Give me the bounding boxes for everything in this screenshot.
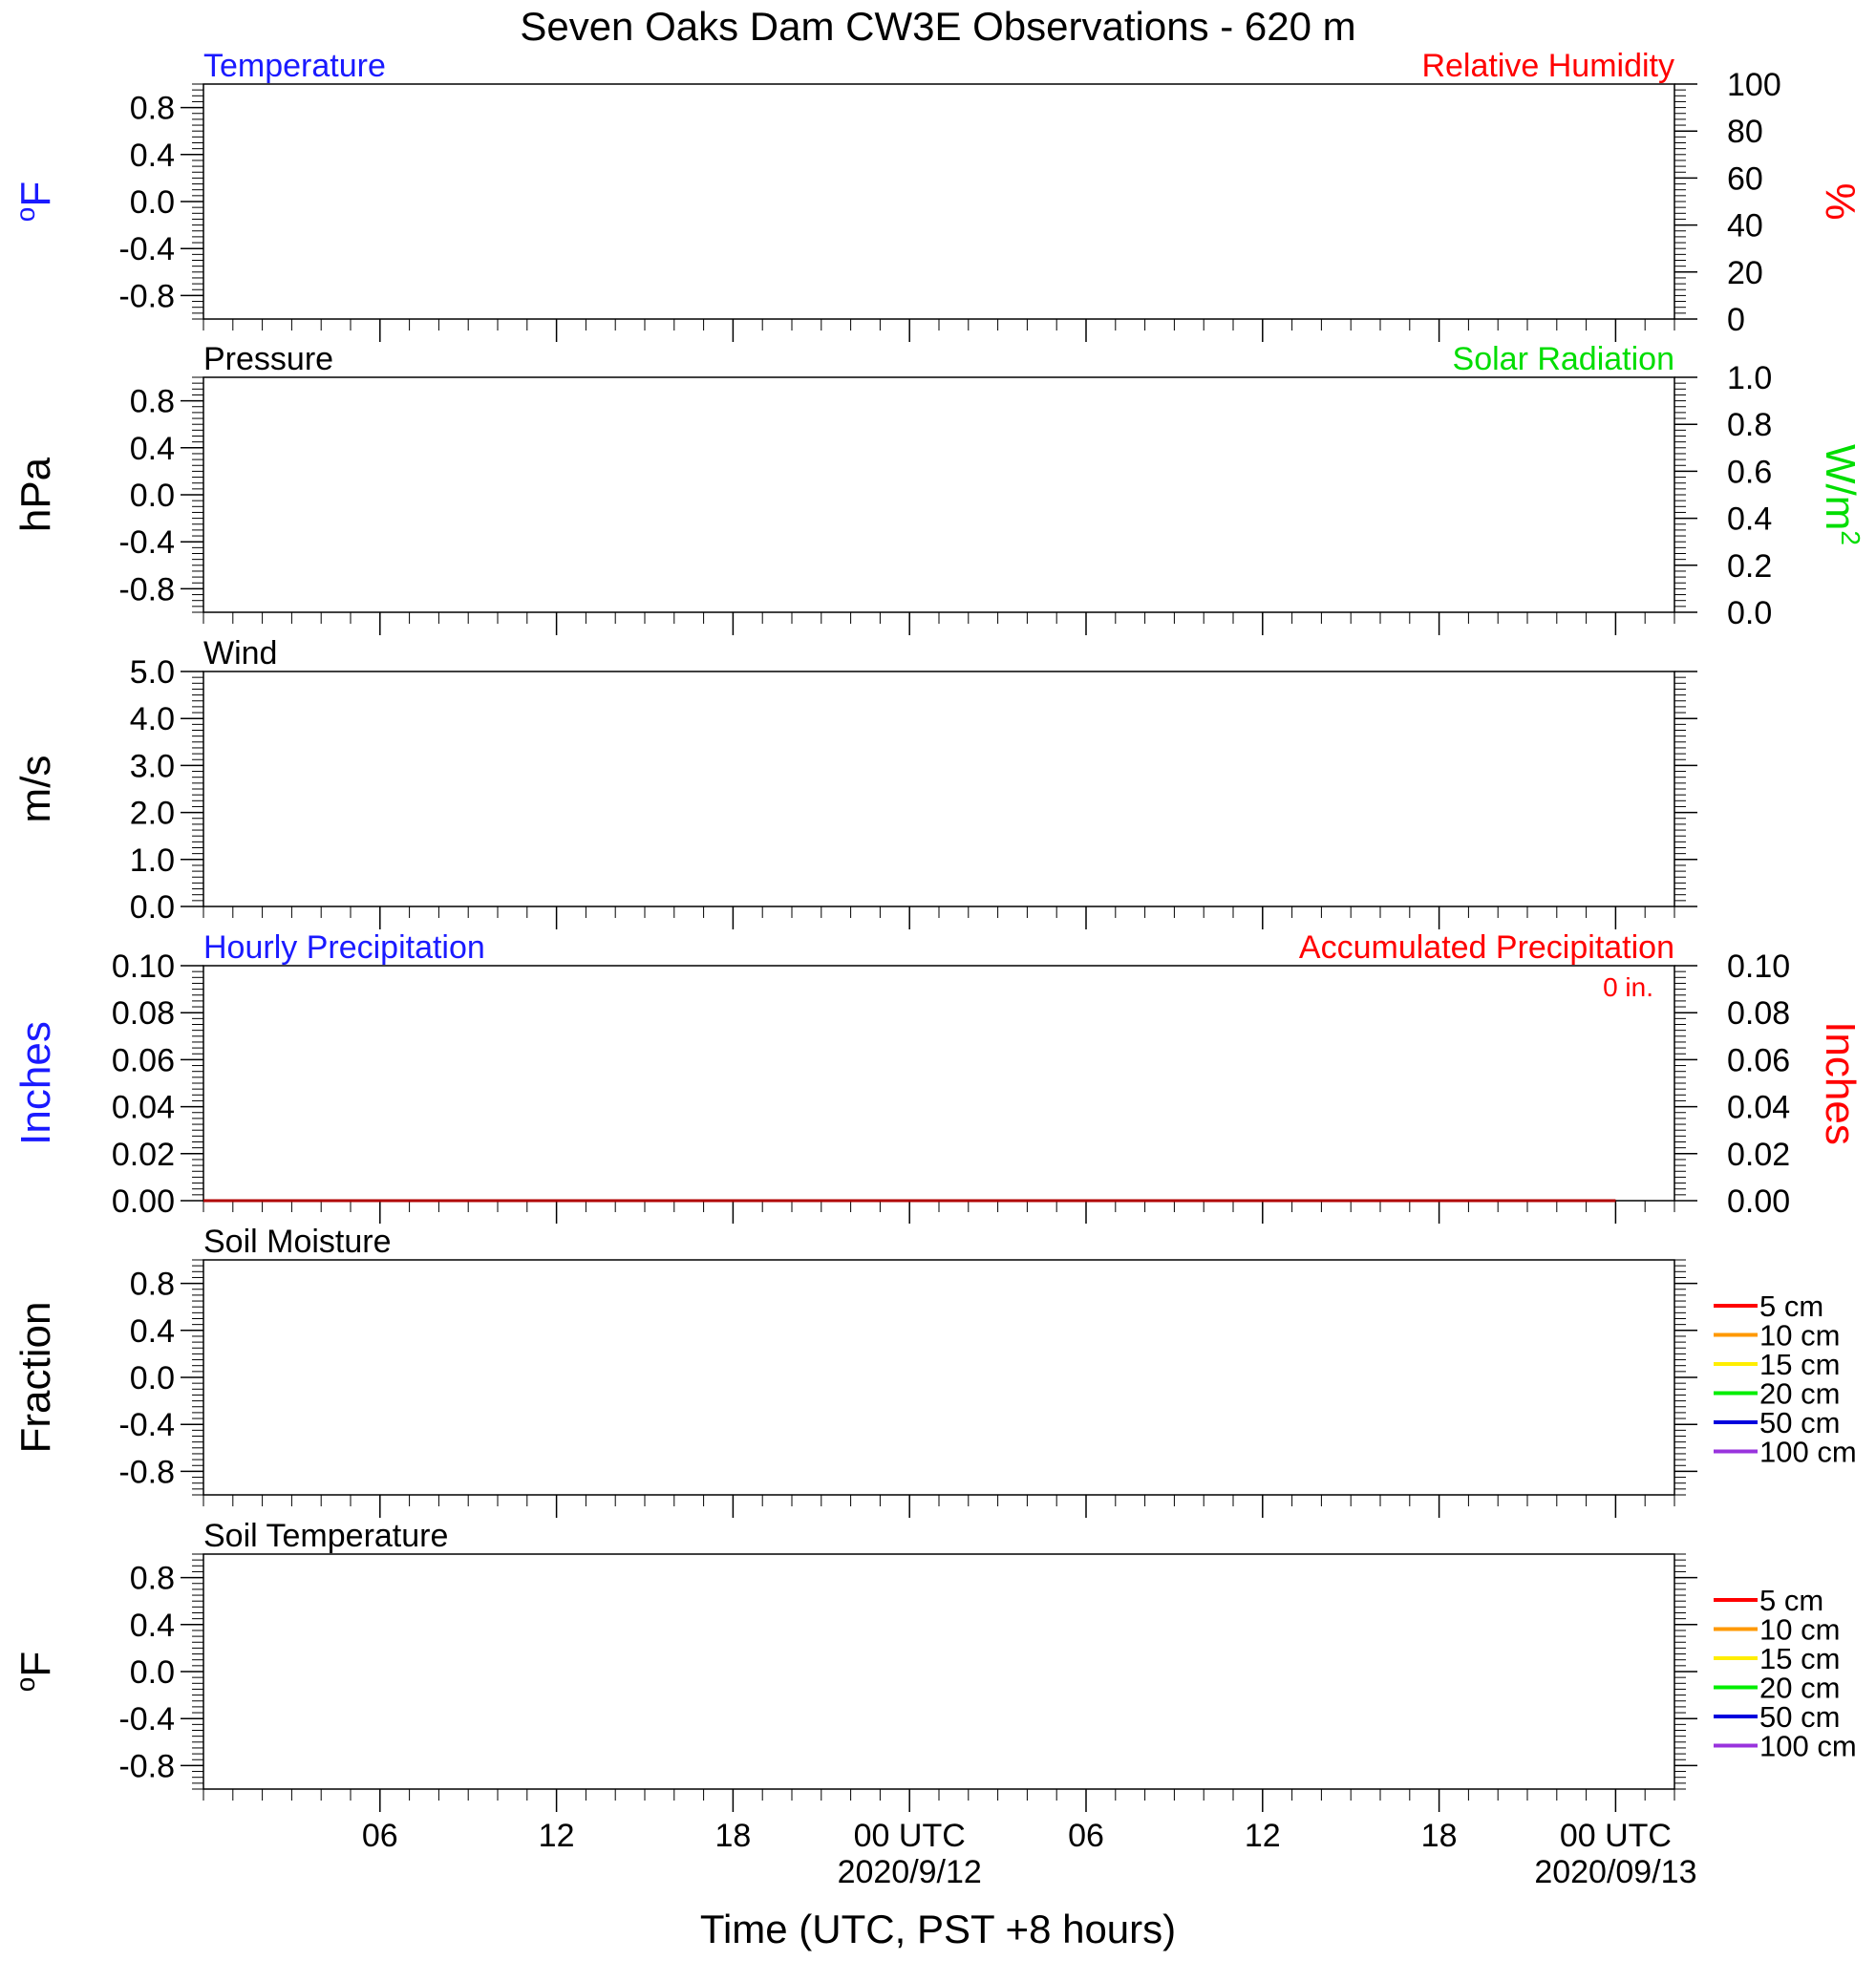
y2-axis-label: % xyxy=(1817,182,1864,221)
legend-label: 10 cm xyxy=(1759,1612,1841,1647)
y-axis-label-degree: o xyxy=(11,206,40,223)
legend-label: 100 cm xyxy=(1759,1435,1857,1469)
x-tick-label: 00 UTC xyxy=(853,1818,966,1854)
y-tick-label: -0.4 xyxy=(118,1701,175,1738)
legend-label: 50 cm xyxy=(1759,1700,1841,1734)
panel-pressure_solar xyxy=(12,341,1865,635)
y2-tick-label: 0.8 xyxy=(1727,407,1773,444)
plot-frame xyxy=(203,671,1674,906)
y-tick-label: 1.0 xyxy=(129,842,175,879)
chart-title: Seven Oaks Dam CW3E Observations - 620 m xyxy=(520,4,1356,49)
y2-tick-label: 0.00 xyxy=(1727,1183,1791,1220)
y2-tick-label: 0.4 xyxy=(1727,501,1773,538)
y-axis-label: Inches xyxy=(12,1021,59,1145)
legend-label: 5 cm xyxy=(1759,1290,1824,1323)
x-tick-label: 06 xyxy=(361,1818,398,1854)
panel-soil_moisture xyxy=(12,1224,1857,1518)
y-tick-label: 3.0 xyxy=(129,748,175,785)
y2-tick-label: 100 xyxy=(1727,67,1781,103)
plot-frame xyxy=(203,84,1674,319)
y2-axis-label xyxy=(1817,444,1865,545)
legend-label: 10 cm xyxy=(1759,1318,1841,1353)
y-tick-label: 0.8 xyxy=(129,383,175,420)
y-tick-label: -0.8 xyxy=(118,1454,175,1491)
panels xyxy=(11,48,1865,1812)
y-tick-label: -0.4 xyxy=(118,231,175,268)
y2-tick-label: 0.2 xyxy=(1727,547,1773,585)
y2-tick-label: 0.6 xyxy=(1727,454,1773,491)
panel-title-left: Soil Temperature xyxy=(203,1518,449,1554)
y-tick-label: 0.0 xyxy=(129,184,175,221)
y-tick-label: -0.8 xyxy=(118,571,175,608)
y-tick-label: 0.0 xyxy=(129,1360,175,1396)
plot-frame xyxy=(203,377,1674,612)
y-tick-label: 0.06 xyxy=(111,1042,175,1079)
y2-tick-label: 0.0 xyxy=(1727,595,1773,631)
y-tick-label: -0.8 xyxy=(118,278,175,315)
y2-tick-label: 20 xyxy=(1727,254,1763,291)
panel-title-left: Hourly Precipitation xyxy=(203,929,485,966)
y2-tick-label: 0 xyxy=(1727,302,1745,338)
x-tick-label: 12 xyxy=(1244,1818,1281,1854)
y-axis-label-unit: F xyxy=(12,181,59,207)
y-tick-label: 0.4 xyxy=(129,1607,175,1644)
y-axis-label: m/s xyxy=(12,755,59,823)
plot-frame xyxy=(203,966,1674,1201)
plot-frame xyxy=(203,1260,1674,1495)
y2-tick-label: 0.04 xyxy=(1727,1089,1791,1126)
legend-label: 5 cm xyxy=(1759,1584,1824,1617)
x-tick-label: 18 xyxy=(714,1818,752,1854)
panel-title-right: Accumulated Precipitation xyxy=(1298,929,1674,966)
y2-tick-label: 40 xyxy=(1727,207,1763,245)
panel-title-right: Relative Humidity xyxy=(1421,48,1674,84)
x-axis-label: Time (UTC, PST +8 hours) xyxy=(699,1907,1177,1951)
y2-axis-label-unit: W/m xyxy=(1817,444,1864,531)
y-tick-label: 0.00 xyxy=(111,1183,175,1220)
panel-title-left: Temperature xyxy=(203,48,386,84)
panel-wind xyxy=(12,635,1697,929)
legend-label: 20 cm xyxy=(1759,1376,1841,1411)
x-tick-date: 2020/09/13 xyxy=(1534,1854,1697,1890)
accumulated-total-label: 0 in. xyxy=(1603,972,1653,1002)
panel-precipitation xyxy=(12,929,1864,1224)
x-tick-label: 00 UTC xyxy=(1559,1818,1672,1854)
legend-label: 20 cm xyxy=(1759,1671,1841,1705)
y-tick-label: 0.4 xyxy=(129,1312,175,1350)
y-tick-label: 0.10 xyxy=(111,949,175,985)
y-tick-label: -0.4 xyxy=(118,1407,175,1444)
y-tick-label: 0.0 xyxy=(129,478,175,514)
y2-tick-label: 1.0 xyxy=(1727,360,1773,396)
legend-label: 15 cm xyxy=(1759,1642,1841,1675)
y2-tick-label: 0.10 xyxy=(1727,949,1791,985)
y-tick-label: 4.0 xyxy=(129,701,175,738)
y2-tick-label: 0.06 xyxy=(1727,1042,1791,1079)
y2-tick-label: 0.08 xyxy=(1727,995,1791,1033)
panel-title-right: Solar Radiation xyxy=(1452,341,1674,377)
y-axis-label-unit: F xyxy=(12,1651,59,1677)
y-axis-label xyxy=(11,181,59,222)
y-tick-label: 0.04 xyxy=(111,1089,175,1126)
y2-axis-label: Inches xyxy=(1817,1021,1864,1145)
panel-temperature_rh xyxy=(11,48,1864,342)
y-tick-label: 0.02 xyxy=(111,1136,175,1173)
y-axis-label xyxy=(11,1652,59,1692)
time-axis xyxy=(362,1818,1697,1890)
y-tick-label: 0.8 xyxy=(129,1560,175,1597)
legend-label: 100 cm xyxy=(1759,1729,1857,1763)
y2-tick-label: 80 xyxy=(1727,114,1763,151)
x-tick-date: 2020/9/12 xyxy=(837,1854,982,1890)
y-tick-label: -0.8 xyxy=(118,1748,175,1785)
panel-title-left: Pressure xyxy=(203,341,334,377)
x-tick-label: 06 xyxy=(1068,1818,1104,1854)
y-tick-label: 0.08 xyxy=(111,995,175,1033)
y-tick-label: 0.4 xyxy=(129,137,175,174)
y-tick-label: 0.8 xyxy=(129,1266,175,1303)
y2-axis-label-superscript: 2 xyxy=(1836,530,1865,545)
y-tick-label: 0.4 xyxy=(129,430,175,467)
panel-title-left: Soil Moisture xyxy=(203,1224,392,1260)
y-tick-label: 0.0 xyxy=(129,889,175,926)
x-tick-label: 18 xyxy=(1420,1818,1458,1854)
y-tick-label: 5.0 xyxy=(129,654,175,691)
x-tick-label: 12 xyxy=(538,1818,575,1854)
y2-tick-label: 0.02 xyxy=(1727,1136,1791,1173)
y-axis-label: Fraction xyxy=(12,1301,59,1454)
y-axis-label-degree: o xyxy=(11,1676,40,1693)
legend-label: 15 cm xyxy=(1759,1348,1841,1381)
y-tick-label: -0.4 xyxy=(118,524,175,562)
y2-tick-label: 60 xyxy=(1727,160,1763,198)
panel-title-left: Wind xyxy=(203,635,278,671)
y-tick-label: 2.0 xyxy=(129,795,175,832)
y-tick-label: 0.0 xyxy=(129,1654,175,1691)
panel-soil_temperature xyxy=(11,1518,1857,1812)
plot-frame xyxy=(203,1554,1674,1789)
legend-label: 50 cm xyxy=(1759,1406,1841,1439)
y-tick-label: 0.8 xyxy=(129,90,175,127)
y-axis-label: hPa xyxy=(12,457,59,533)
